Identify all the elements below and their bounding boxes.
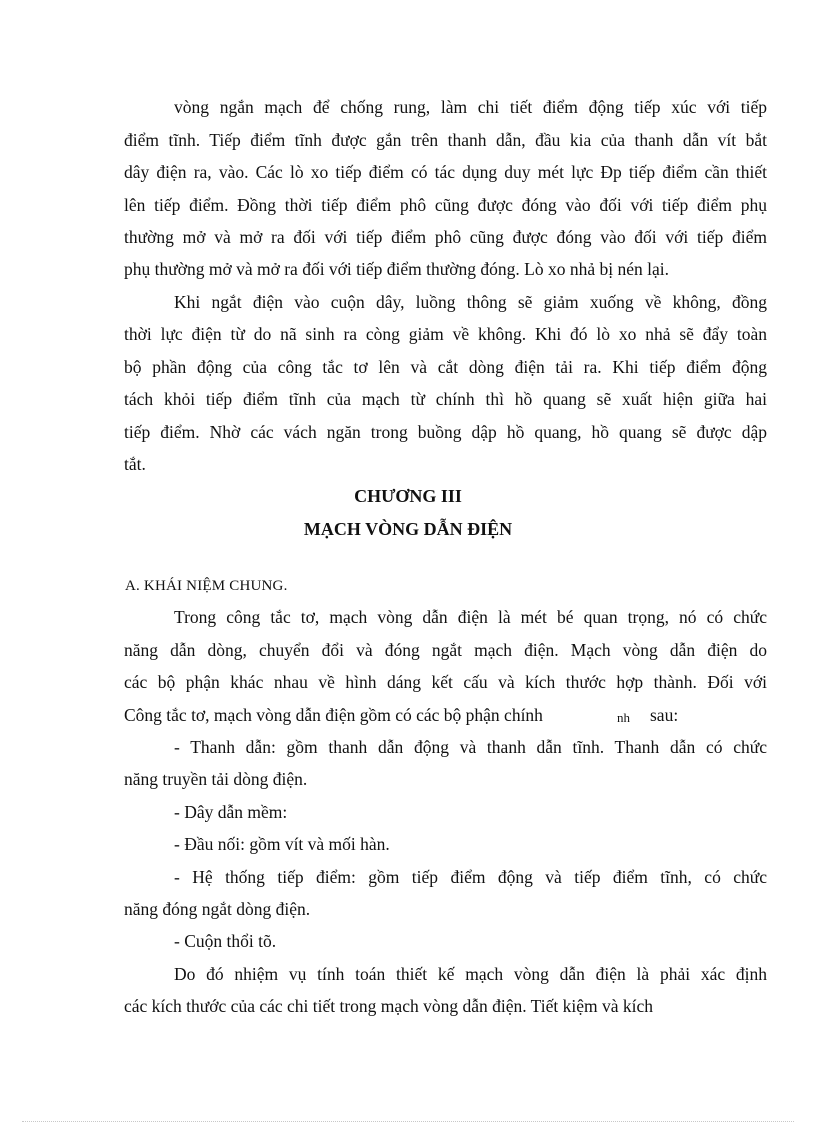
subscript-fragment: nh: [617, 710, 630, 725]
paragraph-3-line-1: Trong công tắc tơ, mạch vòng dẫn điện là mét bé quan trọng, nó có chức: [174, 607, 767, 627]
paragraph-1-line-2: điểm tĩnh. Tiếp điểm tĩnh được gắn trên thanh dẫn, đầu kia của thanh dẫn vít bắt: [124, 130, 767, 150]
paragraph-2-line-3: bộ phần động của công tắc tơ lên và cắt dòng điện tải ra. Khi tiếp điểm động: [124, 357, 767, 377]
chapter-number: CHƯƠNG III: [354, 486, 462, 506]
paragraph-1-line-3: dây điện ra, vào. Các lò xo tiếp điểm có tác dụng duy mét lực Đp tiếp điểm cần thiết: [124, 162, 767, 182]
paragraph-1-line-1: vòng ngắn mạch để chống rung, làm chi tiết điểm động tiếp xúc với tiếp: [174, 97, 767, 117]
list-item-he-thong-tiep-diem: - Hệ thống tiếp điểm: gồm tiếp điểm động và tiếp điểm tĩnh, có chức: [174, 867, 767, 887]
paragraph-4-line-2: các kích thước của các chi tiết trong mạch vòng dẫn điện. Tiết kiệm và kích: [124, 996, 653, 1016]
list-item-cuon-thoi-tu: - Cuộn thổi tõ.: [174, 931, 277, 951]
paragraph-3-line-4-end: sau:: [650, 705, 679, 725]
section-title: A. KHÁI NIỆM CHUNG.: [125, 578, 288, 594]
paragraph-1-line-5: thường mở và mở ra đối với tiếp điểm phô cũng được đóng vào đối với tiếp điểm: [124, 227, 767, 247]
list-item-thanh-dan-cont: năng truyền tải dòng điện.: [124, 769, 308, 789]
list-item-thanh-dan: - Thanh dẫn: gồm thanh dẫn động và thanh dẫn tĩnh. Thanh dẫn có chức: [174, 737, 767, 757]
list-item-day-dan-mem: - Dây dẫn mềm:: [174, 802, 288, 822]
paragraph-2-line-4: tách khỏi tiếp điểm tĩnh của mạch từ chính thì hồ quang sẽ xuất hiện giữa hai: [124, 389, 767, 409]
paragraph-1-line-4: lên tiếp điểm. Đồng thời tiếp điểm phô cũng được đóng vào đối với tiếp điểm phụ: [124, 195, 767, 215]
paragraph-4-line-1: Do đó nhiệm vụ tính toán thiết kế mạch vòng dẫn điện là phải xác định: [174, 964, 767, 984]
paragraph-2-line-5: tiếp điểm. Nhờ các vách ngăn trong buồng dập hồ quang, hồ quang sẽ được dập: [124, 422, 767, 442]
paragraph-3-line-2: năng dẫn dòng, chuyển đổi và đóng ngắt mạch điện. Mạch vòng dẫn điện do: [124, 640, 767, 660]
paragraph-2-line-2: thời lực điện từ do nã sinh ra còng giảm về không. Khi đó lò xo nhả sẽ đẩy toàn: [124, 324, 767, 344]
chapter-title: MẠCH VÒNG DẪN ĐIỆN: [303, 519, 513, 539]
paragraph-2-line-6: tắt.: [124, 454, 146, 474]
list-item-he-thong-tiep-diem-cont: năng đóng ngắt dòng điện.: [124, 899, 311, 919]
paragraph-3-line-3: các bộ phận khác nhau về hình dáng kết cấu và kích thước hợp thành. Đối với: [124, 672, 767, 692]
paragraph-1-line-6: phụ thường mở và mở ra đối với tiếp điểm thường đóng. Lò xo nhả bị nén lại.: [124, 259, 669, 279]
list-item-dau-noi: - Đầu nối: gồm vít và mối hàn.: [174, 834, 390, 854]
paragraph-3-line-4: Công tắc tơ, mạch vòng dẫn điện gồm có các bộ phận chính: [124, 705, 543, 725]
paragraph-2-line-1: Khi ngắt điện vào cuộn dây, luồng thông sẽ giảm xuống về không, đồng: [174, 292, 767, 312]
page-bottom-rule: [22, 1121, 794, 1122]
